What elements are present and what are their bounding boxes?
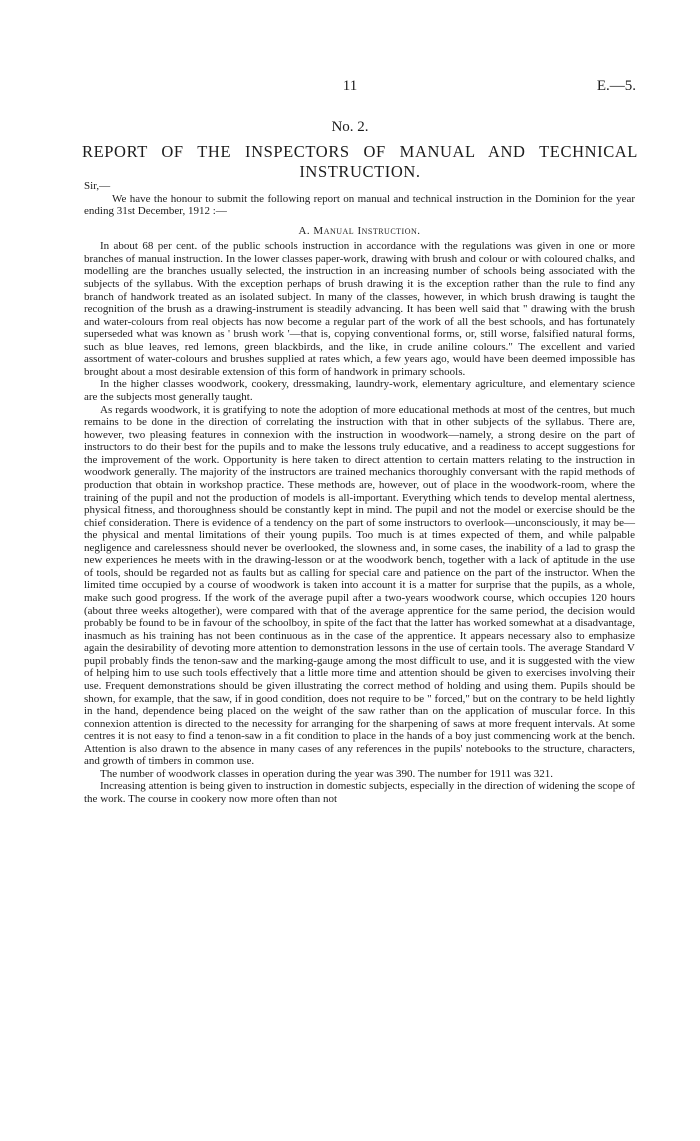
paragraph: In the higher classes woodwork, cookery, dressmaking, laundry-work, elementary agriculture, and elementary science are the subjects most generally taught. [84, 378, 635, 403]
page-reference: E.—5. [596, 78, 636, 94]
paragraph: As regards woodwork, it is gratifying to note the adoption of more educational methods at most of the centres, but much remains to be done in the direction of correlating the instruction with that in other subjects of the syllabus. There are, however, two pleasing features in connexion with the instruction in woodwork—namely, a strong desire on the part of instructors to do their best for the pupils and to make the lessons truly educative, and a readiness to accept suggestions for the improvement of the work. Opportunity is here taken to direct attention to certain matters relating to the instruction in woodwork generally. The majority of the instructors are trained mechanics thoroughly conversant with the rapid methods of production that obtain in workshop practice. These methods are, however, out of place in the woodwork-room, where the training of the pupil and not the production of models is all-important. Everything which tends to develop mental alertness, physical fitness, and thoroughness should be constantly kept in mind. The pupil and not the model or exercise should be the chief consideration. There is evidence of a tendency on the part of some instructors to overlook—unconsciously, it may be—the physical and mental limitations of their young pupils. Too much is at times expected of them, and while palpable negligence and carelessness should never be overlooked, the slowness and, in some cases, the inability of a lad to grasp the new experiences he meets with in the drawing-lesson or at the woodwork bench, together with a lack of aptitude in the use of tools, should be regarded not as faults but as calling for special care and patience on the part of the instructor. When the limited time occupied by a course of woodwork is taken into account it is a matter for surprise that the pupils, as a whole, make such good progress. If the work of the average pupil after a two-years woodwork course, which occupies 120 hours (about three weeks altogether), were compared with that of the average apprentice for the same period, the decision would probably be found to be in favour of the schoolboy, in spite of the fact that the latter has worked somewhat at a disadvantage, inasmuch as his training has not been continuous as in the case of the apprentice. It appears necessary also to emphasize again the desirability of devoting more attention to demonstration lessons in the use of certain tools. The average Standard V pupil probably finds the tenon-saw and the marking-gauge among the most difficult to use, and it is suggested with the view of helping him to use such tools effectively that a little more time and attention should be given to exercises involving their use. Frequent demonstrations should be given illustrating the correct method of holding and using them. Pupils should be shown, for example, that the saw, if in good condition, does not require to be " forced," but on the contrary to be held lightly in the hand, dependence being placed on the weight of the saw rather than on the application of muscular force. In this connexion attention is directed to the necessity for arranging for the sharpening of saws at more frequent intervals. At some centres it is not easy to find a tenon-saw in a fit condition to place in the hands of a boy just commencing work at the bench. Attention is also drawn to the absence in many cases of any references in the pupils' notebooks to the structure, characters, and growth of timbers in common use. [84, 403, 635, 768]
report-title: REPORT OF THE INSPECTORS OF MANUAL AND TECHNICAL INSTRUCTION. [82, 142, 638, 181]
report-body [84, 180, 635, 806]
paragraph: In about 68 per cent. of the public schools instruction in accordance with the regulations was given in one or more branches of manual instruction. In the lower classes paper-work, drawing with brush and colour or with coloured chalks, and modelling are the branches usually selected, the instruction in an increasing number of schools being associated with the subjects of the syllabus. With the exception perhaps of brush drawing it is the exception rather than the rule to find any branch of handwork treated as an isolated subject. In many of the classes, however, in which brush drawing is taught the recognition of the brush as a drawing-instrument is steadily advancing. It has been well said that " drawing with the brush and water-colours from real objects has now become a regular part of the work of all the best schools, and has fortunately superseded what was known as ' brush work '—that is, copying conventional forms, or, still worse, falsified natural forms, such as blue leaves, red lemons, green blackbirds, and the like, in crude aniline colours." The excellent and varied assortment of water-colours and brushes supplied at rates which, a few years ago, would have been deemed impossible has brought about a most desirable extension of this form of handwork in primary schools. [84, 240, 635, 378]
page-number: 11 [342, 78, 358, 94]
salutation: Sir,— [84, 180, 111, 192]
paragraph: Increasing attention is being given to instruction in domestic subjects, especially in the direction of widening the scope of the work. The course in cookery now more often than not [84, 780, 635, 805]
report-number: No. 2. [331, 119, 369, 135]
paragraph: The number of woodwork classes in operation during the year was 390. The number for 1911 was 321. [100, 767, 554, 780]
section-heading: A. Manual Instruction. [298, 224, 421, 237]
intro-paragraph: We have the honour to submit the following report on manual and technical instruction in the Dominion for the year ending 31st December, 1912 :— [84, 192, 635, 218]
